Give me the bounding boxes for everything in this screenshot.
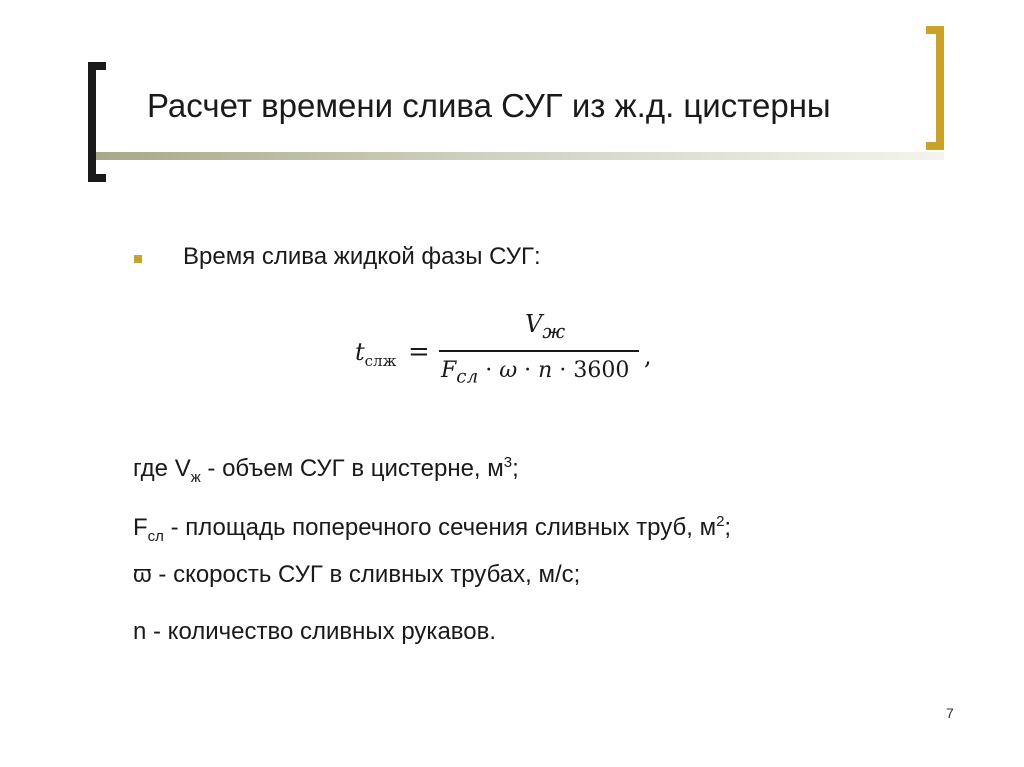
definition-f: $F_{сл}$ - площадь поперечного сечения сливных труб, $м^2$; [133,513,732,545]
title-underline-bar [96,152,944,160]
formula-lhs: $t_{слж}$ [355,338,397,370]
fraction-line [439,350,639,352]
definition-v: где $V_ж$ - объем СУГ в цистерне, $м^3$; [133,454,519,486]
formula-comma: , [644,342,652,370]
right-bracket-decoration [926,26,944,150]
slide-title: Расчет времени слива СУГ из ж.д. цистерны [147,87,831,124]
definition-n: n - количество сливных рукавов. [133,618,497,645]
formula-numerator: $V_ж$ [525,310,566,343]
formula-equals: = [408,337,430,367]
definition-omega: ϖ - скорость СУГ в сливных трубах, м/с; [133,561,581,588]
page-number: 7 [946,705,954,721]
left-bracket-decoration [88,62,106,182]
bullet-square-icon [134,255,142,263]
bullet-text: Время слива жидкой фазы СУГ: [183,243,541,270]
formula-denominator: $F_{сл} \cdot \omega \cdot n \cdot 3600$ [441,358,630,388]
formula [355,310,675,390]
